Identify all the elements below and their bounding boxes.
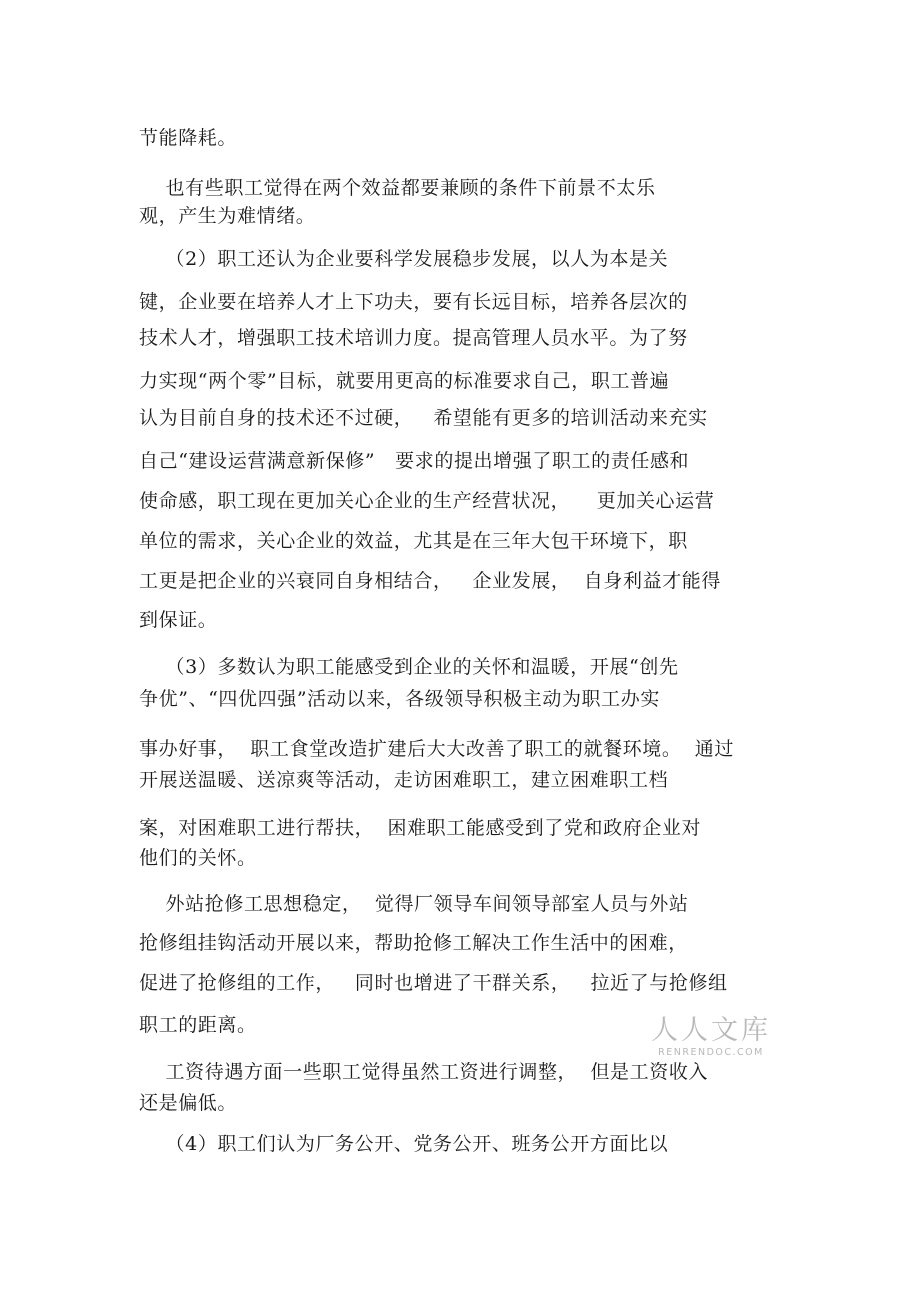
text-line: 单位的需求，关心企业的效益，尤其是在三年大包干环境下，职 xyxy=(139,530,688,552)
text-line: （3）多数认为职工能感受到企业的关怀和温暖，开展“创先 xyxy=(139,656,679,678)
text-line: 案，对困难职工进行帮扶， 困难职工能感受到了党和政府企业对 xyxy=(139,817,702,839)
text-line: 技术人才，增强职工技术培训力度。提高管理人员水平。为了努 xyxy=(139,327,688,349)
watermark-url: RENRENDOC.COM xyxy=(658,1047,764,1058)
text-line: 也有些职工觉得在两个效益都要兼顾的条件下前景不太乐 xyxy=(139,177,656,199)
text-line: （4）职工们认为厂务公开、党务公开、班务公开方面比以 xyxy=(139,1133,669,1155)
text-line: 到保证。 xyxy=(139,609,218,631)
text-line: 工更是把企业的兴衰同自身相结合， 企业发展， 自身利益才能得 xyxy=(139,570,721,592)
text-line: （2）职工还认为企业要科学发展稳步发展，以人为本是关 xyxy=(139,248,669,270)
text-line: 认为目前自身的技术还不过硬， 希望能有更多的培训活动来充实 xyxy=(139,407,708,429)
text-line: 还是偏低。 xyxy=(139,1092,238,1114)
text-line: 工资待遇方面一些职工觉得虽然工资进行调整， 但是工资收入 xyxy=(139,1061,709,1083)
text-line: 促进了抢修组的工作， 同时也增进了干群关系， 拉近了与抢修组 xyxy=(139,972,728,994)
text-line: 外站抢修工思想稳定， 觉得厂领导车间领导部室人员与外站 xyxy=(139,893,689,915)
text-line: 事办好事， 职工食堂改造扩建后大大改善了职工的就餐环境。 通过 xyxy=(139,738,734,760)
text-line: 力实现“两个零”目标，就要用更高的标准要求自己，职工普遍 xyxy=(139,370,670,392)
text-line: 他们的关怀。 xyxy=(139,847,257,869)
watermark-title: 人人文库 xyxy=(651,1015,771,1046)
text-line: 使命感，职工现在更加关心企业的生产经营状况， 更加关心运营 xyxy=(139,490,715,512)
text-line: 自己“建设运营满意新保修” 要求的提出增强了职工的责任感和 xyxy=(139,450,690,472)
text-line: 职工的距离。 xyxy=(139,1014,257,1036)
text-line: 观，产生为难情绪。 xyxy=(139,205,316,227)
text-line: 节能降耗。 xyxy=(139,127,238,149)
text-line: 开展送温暖、送凉爽等活动，走访困难职工，建立困难职工档 xyxy=(139,769,669,791)
text-line: 争优”、“四优四强”活动以来，各级领导积极主动为职工办实 xyxy=(139,688,660,710)
text-line: 抢修组挂钩活动开展以来，帮助抢修工解决工作生活中的困难， xyxy=(139,932,688,954)
text-line: 键，企业要在培养人才上下功夫，要有长远目标，培养各层次的 xyxy=(139,291,688,313)
watermark xyxy=(646,1015,776,1059)
